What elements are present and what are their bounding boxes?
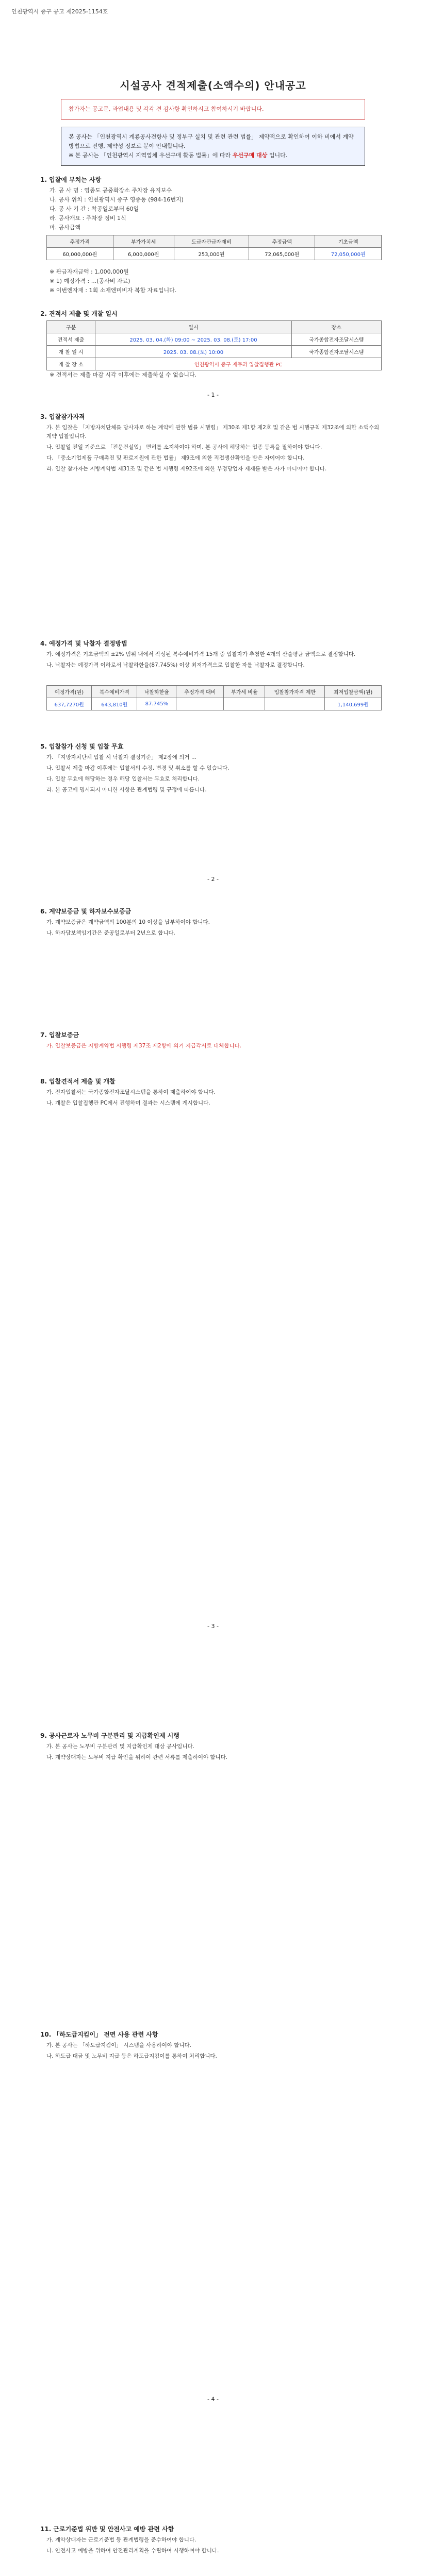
cost-note: ※ 이번엔자재 : 1회 소재엔미비자 복합 자료입니다.: [50, 287, 177, 294]
schedule-cell: 인천광역시 중구 재무과 입찰집행관 PC: [95, 358, 382, 370]
rate-header: 복수예비가격: [92, 686, 137, 698]
schedule-cell: 개 찰 일 시: [47, 346, 95, 358]
caution-text: 참가자는 공고문, 과업내용 및 각각 견 감사항 확인하시고 참여하시기 바랍니다.: [69, 106, 264, 112]
rate-header: 추정가격 대비: [176, 686, 224, 698]
section-9-title: 9. 공사근로자 노무비 구분관리 및 지급확인제 시행: [40, 1732, 179, 1739]
cost-value: 6,000,000원: [113, 248, 174, 260]
cost-note: ※ 1) 예정가격 : ...(공사비 자료): [50, 278, 130, 284]
schedule-header: 구분: [47, 321, 95, 333]
rate-header: 입찰참가자격 제한: [265, 686, 325, 698]
section-2-title: 2. 견적서 제출 및 개찰 일시: [40, 310, 118, 317]
sec1-item: 라. 공사개요 : 주차장 정비 1식: [50, 215, 126, 222]
sec1-item: 마. 공사금액: [50, 224, 81, 231]
rate-value: [265, 698, 325, 710]
separator: - 4 -: [207, 2396, 219, 2402]
sec6-body: 가. 계약보증금은 계약금액의 100분의 10 이상을 납부하여야 합니다. 나. 하자담보책임기간은 준공일로부터 2년으로 합니다.: [46, 919, 210, 936]
sec9-body: 가. 본 공사는 노무비 구분관리 및 지급확인제 대상 공사입니다. 나. 계약상대자는 노무비 지급 확인을 위하여 관련 서류를 제출하여야 합니다.: [46, 1743, 228, 1760]
separator: - 3 -: [207, 1623, 219, 1630]
cost-header: 추정금액: [249, 235, 315, 248]
sec1-item: 나. 공사 위치 : 인천광역시 중구 영종동 (984-16번지): [50, 196, 184, 203]
sec7-body: 가. 입찰보증금은 지방계약법 시행령 제37조 제2항에 의거 지급각서로 대체합니다.: [46, 1043, 241, 1049]
rate-header: 낙찰하한율: [137, 686, 176, 698]
section-10-title: 10. 「하도급지킴이」 전면 사용 관련 사항: [40, 2031, 158, 2038]
sec11-body: 가. 계약상대자는 근로기준법 등 관계법령을 준수하여야 합니다. 나. 안전사고 예방을 위하여 안전관리계획을 수립하여 시행하여야 합니다.: [46, 2537, 219, 2554]
cost-table: [46, 235, 382, 260]
info-box: [61, 127, 365, 166]
sec8-body: 가. 전자입찰서는 국가종합전자조달시스템을 통하여 제출하여야 합니다. 나. 개찰은 입찰집행관 PC에서 진행하며 결과는 시스템에 게시합니다.: [46, 1089, 216, 1106]
rate-header: 예정가격(원): [47, 686, 92, 698]
rate-value: 1,140,699원: [325, 698, 382, 710]
cost-header: 추정가격: [47, 235, 113, 248]
rate-value: 87.745%: [137, 698, 176, 710]
schedule-cell: 국가종합전자조달시스템: [291, 333, 381, 346]
separator: - 1 -: [207, 392, 219, 398]
separator: - 2 -: [207, 876, 219, 883]
cost-header: 도급자관급자재비: [174, 235, 249, 248]
info-line-2: ※ 본 공사는 「인천광역시 지역업체 우선구매 활동 법률」에 따라 우선구매 대상 입니다.: [69, 152, 288, 159]
cost-value: 253,000원: [174, 248, 249, 260]
schedule-note: ※ 견적서는 제출 마감 시각 이후에는 제출하실 수 없습니다.: [50, 371, 197, 378]
highlight-text: 우선구매 대상: [232, 152, 268, 159]
schedule-table: [46, 320, 382, 370]
rate-value: 637,7270원: [47, 698, 92, 710]
cost-value: 72,050,000원: [315, 248, 382, 260]
cost-header: 부가가치세: [113, 235, 174, 248]
cost-note: ※ 관급자재금액 : 1,000,000원: [50, 268, 129, 275]
rate-value: [176, 698, 224, 710]
sec4-body: 가. 예정가격은 기초금액의 ±2% 범위 내에서 작성된 복수예비가격 15개 중 입찰자가 추첨한 4개의 산술평균 금액으로 결정합니다. 나. 낙찰자는 예정가격 이하로서 낙찰하한율(87.745%) 이상 최저가격으로 입찰한 자를 낙찰자로 결정합니다.: [46, 651, 356, 668]
notice-number: 인천광역시 중구 공고 제2025-1154호: [11, 8, 108, 15]
section-7-title: 7. 입찰보증금: [40, 1031, 79, 1039]
section-3-title: 3. 입찰참가자격: [40, 413, 85, 420]
sec1-item: 가. 공 사 명 : 영종도 공중화장소 주차장 유지보수: [50, 187, 172, 194]
rate-table: [46, 685, 382, 710]
schedule-header: 장소: [291, 321, 381, 333]
page-title: 시설공사 견적제출(소액수의) 안내공고: [120, 79, 306, 92]
schedule-cell: 2025. 03. 04.(화) 09:00 ~ 2025. 03. 08.(토) 17:00: [95, 333, 291, 346]
cost-value: 60,000,000원: [47, 248, 113, 260]
rate-value: [224, 698, 265, 710]
info-line-1: 본 공사는 「인천광역시 계룡공사견항사 및 정부구 실치 및 관련 관련 법률」 제약적으로 확인하여 이하 비에서 계약 방법으로 진행, 제약성 정보로 분야 안내합니다.: [69, 133, 354, 149]
section-1-title: 1. 입찰에 부치는 사항: [40, 176, 102, 183]
schedule-cell: 국가종합전자조달시스템: [291, 346, 381, 358]
sec1-item: 다. 공 사 기 간 : 착공일로부터 60일: [50, 206, 139, 212]
rate-header: 부가세 비율: [224, 686, 265, 698]
rate-value: 643,810원: [92, 698, 137, 710]
sec5-body: 가. 「지방자치단체 입찰 시 낙찰자 결정기준」 제2장에 의거 ... 나. 입찰서 제출 마감 이후에는 입찰서의 수정, 변경 및 취소를 할 수 없습니다. 다. 입찰 무효에 해당하는 경우 해당 입찰서는 무효로 처리합니다. 라. 본 공고에 명시되지 아니한 사항은 관계법령 및 규정에 따릅니다.: [46, 754, 230, 793]
section-5-title: 5. 입찰참가 신청 및 입찰 무효: [40, 743, 124, 750]
rate-header: 최저입찰금액(원): [325, 686, 382, 698]
caution-box: [61, 99, 365, 120]
cost-value: 72,065,000원: [249, 248, 315, 260]
schedule-cell: 견적서 제출: [47, 333, 95, 346]
section-8-title: 8. 입찰견적서 제출 및 개찰: [40, 1078, 116, 1085]
schedule-header: 일시: [95, 321, 291, 333]
schedule-cell: 개 찰 장 소: [47, 358, 95, 370]
section-6-title: 6. 계약보증금 및 하자보수보증금: [40, 908, 132, 915]
sec10-body: 가. 본 공사는 「하도급지킴이」 시스템을 사용하여야 합니다. 나. 하도급 대금 및 노무비 지급 등은 하도급지킴이를 통하여 처리합니다.: [46, 2042, 217, 2059]
schedule-cell: 2025. 03. 08.(토) 10:00: [95, 346, 291, 358]
section-11-title: 11. 근로기준법 위반 및 안전사고 예방 관련 사항: [40, 2526, 174, 2533]
sec3-body: 가. 본 입찰은 「지방자치단체를 당사자로 하는 계약에 관한 법률 시행령」 제30조 제1항 제2호 및 같은 법 시행규칙 제32조에 의한 소액수의계약 입찰입니다. 나. 입찰일 전일 기준으로 「전문건설업」 면허를 소지하여야 하며, 본 공사에 해당하는 업종 등록을 필하여야 합니다. 다. 「중소기업제품 구매촉진 및 판로지원에 관한 법률」 제9조에 의한 직접생산확인을 받은 자이어야 합니다. 라. 입찰 참가자는 지방계약법 제31조 및 같은 법 시행령 제92조에 의한 부정당업자 제재를 받은 자가 아니어야 합니다.: [46, 425, 380, 472]
cost-header: 기초금액: [315, 235, 382, 248]
section-4-title: 4. 예정가격 및 낙찰자 결정방법: [40, 640, 127, 647]
